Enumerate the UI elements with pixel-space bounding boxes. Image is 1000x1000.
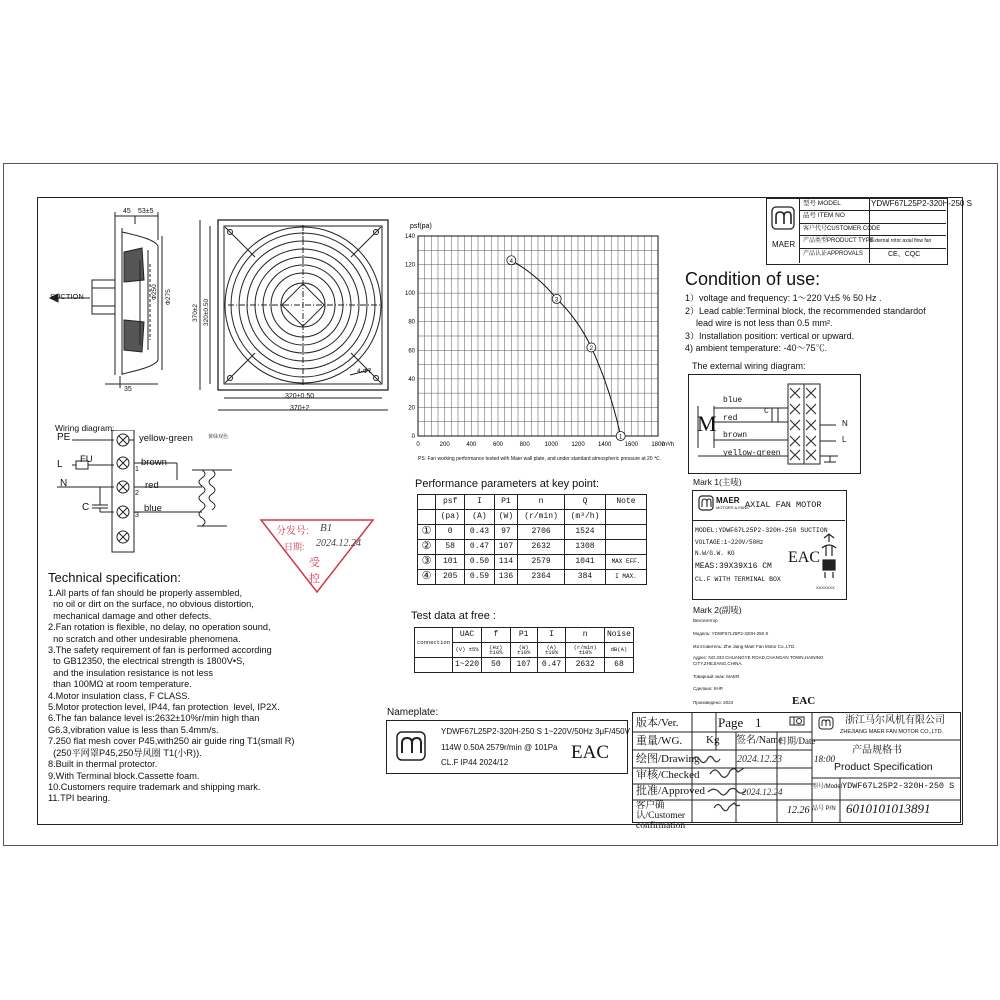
ap-pn-val: 6010101013891 xyxy=(846,801,931,816)
mark1-model: MODEL:YDWF67L25P2-320H-250 SUCTION xyxy=(695,527,828,534)
tech-spec-line: G6.3,vibration value is less than 5.4mm/s. xyxy=(48,724,219,735)
test-header-cell: P1 xyxy=(510,628,537,643)
perf-cell: 1524 xyxy=(564,525,605,540)
condition-line1: 1）voltage and frequency: 1～220 V±5 % 50 Hz . xyxy=(685,293,882,303)
ap-weight-label: 重量/WG. xyxy=(636,735,683,747)
y-tick-label: 120 xyxy=(404,262,415,269)
mark1-nwgw: N.W/G.W. KG xyxy=(695,550,735,557)
table-row xyxy=(418,555,647,570)
company-logo-icon xyxy=(818,716,834,730)
perf-cell: 1308 xyxy=(564,540,605,555)
mark1-voltage: VOLTAGE:1~220V/50Hz xyxy=(695,539,764,546)
perf-header-row xyxy=(418,495,647,510)
mark2-line4: Адрес: NO.333 CHUANGYE ROAD,CHANGAN TOWN,HAINING xyxy=(693,655,824,660)
perf-cell: 107 xyxy=(494,540,518,555)
wire-l: L xyxy=(57,459,63,470)
nameplate-line1: YDWF67L25P2-320H-250 S 1~220V/50Hz 3μF/450V xyxy=(441,727,630,736)
tb-appr-val: CE、CQC xyxy=(888,251,921,258)
ap-kg: Kg xyxy=(706,734,720,746)
perf-cell: 1041 xyxy=(564,555,605,570)
ap-date-label: 日期/Date xyxy=(778,736,816,746)
x-tick-label: 800 xyxy=(519,442,530,448)
ext-blue: blue xyxy=(723,396,743,405)
perf-corner-cell xyxy=(418,510,436,525)
perf-cell xyxy=(605,525,646,540)
perf-unit-cell xyxy=(605,510,646,525)
mark2-title: Mark 2(副唛) xyxy=(693,605,742,615)
test-cell: 68 xyxy=(604,658,633,673)
test-cell: 50 xyxy=(482,658,511,673)
mark2-line7: Сделано: КНР. xyxy=(693,686,724,691)
perf-cell: 58 xyxy=(436,540,465,555)
x-tick-label: 1200 xyxy=(571,442,585,448)
mark1-xxx: XXXXXXX xyxy=(816,585,835,590)
fan-drawing xyxy=(40,200,400,420)
wire-blue: blue xyxy=(144,503,162,514)
perf-cell: 384 xyxy=(564,570,605,585)
perf-corner-cell xyxy=(418,495,436,510)
perf-cell: I MAX. xyxy=(605,570,646,585)
ap-model-val: YDWF67L25P2-320H-250 S xyxy=(842,781,955,791)
curve-point-label: 2 xyxy=(589,345,594,352)
ap-drawing-time: 18:00 xyxy=(814,754,835,764)
ap-drawing-label: 绘图/Drawing xyxy=(636,753,700,765)
curve-point-label: 4 xyxy=(509,258,514,265)
tech-spec-line: mechanical damage and other defects. xyxy=(48,610,212,621)
test-connection-cell: connection xyxy=(415,628,453,658)
wire-num3: 3 xyxy=(135,512,139,519)
test-unit-cell: dB(A) xyxy=(604,643,633,658)
wire-pe: PE xyxy=(57,432,71,443)
perf-cell: 97 xyxy=(494,525,518,540)
tech-spec-line: 8.Built in thermal protector. xyxy=(48,759,158,770)
tech-spec-line: to GB12350, the electrical strength is 1800V•S, xyxy=(48,656,245,667)
perf-cell: 2364 xyxy=(518,570,565,585)
mark1-symbols-icon xyxy=(818,532,840,584)
y-tick-label: 0 xyxy=(411,434,415,440)
tech-spec-line: no oil or dirt on the surface, no obvious distortion, xyxy=(48,599,254,610)
dim-phi250: Ф250 xyxy=(151,284,158,300)
perf-cell: 101 xyxy=(436,555,465,570)
wire-red: red xyxy=(145,480,159,491)
x-tick-label: 600 xyxy=(492,442,504,448)
wire-yg-cn: 黄绿双色 xyxy=(208,434,229,440)
y-tick-label: 60 xyxy=(408,348,415,355)
perf-title: Performance parameters at key point: xyxy=(415,478,600,490)
perf-table xyxy=(417,494,647,585)
perf-header-cell: I xyxy=(465,495,494,510)
test-header-cell: Noise xyxy=(604,628,633,643)
tech-title: Technical specification: xyxy=(48,570,181,585)
tb-logo-icon xyxy=(771,206,795,230)
tech-spec-list xyxy=(48,588,338,805)
perf-point-id: ① xyxy=(418,525,436,540)
perf-point-id: ② xyxy=(418,540,436,555)
test-unit-cell: (W) ±10% xyxy=(510,643,537,658)
test-unit-cell: (V) ±5% xyxy=(453,643,482,658)
dim-w320: 320±0.50 xyxy=(285,393,315,400)
y-tick-label: 80 xyxy=(408,319,415,326)
mark2-line6: Товарный знак: MAER. xyxy=(693,674,741,679)
tech-spec-line: (250平网罩P45,250导风圈 T1(小R)). xyxy=(48,747,202,758)
ap-company-cn: 浙江马尔风机有限公司 xyxy=(845,715,945,726)
wire-c: C xyxy=(82,502,90,513)
dim-w370: 370±2 xyxy=(290,405,310,412)
perf-cell: 114 xyxy=(494,555,518,570)
mark1-meas: MEAS:39X39X16 CM xyxy=(695,562,772,571)
wiring-diagram xyxy=(52,430,252,560)
dim-phi275: Ф275 xyxy=(165,289,172,305)
test-header-cell: I xyxy=(537,628,566,643)
test-cell: 2632 xyxy=(566,658,605,673)
test-unit-cell: (A) ±10% xyxy=(537,643,566,658)
test-unit-cell: (r/min) ±10% xyxy=(566,643,605,658)
x-tick-label: 1000 xyxy=(544,442,559,448)
condition-title: Condition of use: xyxy=(685,269,821,289)
tech-spec-line: 5.Motor protection level, IP44, fan protection level, IP2X. xyxy=(48,702,280,713)
stamp-line1: 分发号: xyxy=(276,526,309,537)
test-title: Test data at free : xyxy=(411,610,496,622)
stamp-num: B1 xyxy=(320,522,333,534)
fan-front-view xyxy=(200,220,388,410)
mark2-line1: Вентилятор xyxy=(693,618,718,623)
mark1-title: Mark 1(主唛) xyxy=(693,477,742,487)
tb-logo-text: MAER xyxy=(772,240,796,249)
mark1-eac: EAC xyxy=(788,549,820,566)
perf-unit-cell: (A) xyxy=(465,510,494,525)
performance-curve xyxy=(511,260,620,436)
ap-checked-label: 审核/Checked xyxy=(636,769,700,781)
ap-page-label: Page xyxy=(718,715,744,730)
ap-ver-label: 版本/Ver. xyxy=(636,717,679,729)
tech-spec-line: 9.With Terminal block.Cassette foam. xyxy=(48,770,200,781)
tech-spec-line: 3.The safety requirement of fan is performed according xyxy=(48,645,272,656)
ext-l: L xyxy=(842,435,847,444)
perf-unit-row xyxy=(418,510,647,525)
tech-spec-line: and the insulation resistance is not less xyxy=(48,667,213,678)
test-cell: 107 xyxy=(510,658,537,673)
ap-cust-label: 客户确认/Customer confirmation xyxy=(636,801,686,831)
perf-unit-cell: (pa) xyxy=(436,510,465,525)
wire-brown: brown xyxy=(141,457,167,468)
y-tick-label: 40 xyxy=(408,376,415,383)
mark1-brand-sub: MOTORS & FANS xyxy=(716,505,749,510)
tech-spec-line: 7.250 flat mesh cover P45,with250 air guide ring T1(small R) xyxy=(48,736,295,747)
test-unit-cell: (Hz) ±10% xyxy=(482,643,511,658)
tech-spec-line: 6.The fan balance level is:2632±10%r/min high than xyxy=(48,713,260,724)
test-header-row xyxy=(415,628,634,643)
test-empty-cell xyxy=(415,658,453,673)
perf-header-cell: Note xyxy=(605,495,646,510)
stamp-accept: 受 xyxy=(309,557,320,569)
ext-m: M xyxy=(697,411,717,436)
ap-model-label: 型号/Model xyxy=(812,784,843,790)
tb-type-val: External rotor axial flow fan xyxy=(871,238,932,244)
stamp-line2: 日期: xyxy=(284,542,305,552)
mark2-eac: EAC xyxy=(792,695,816,707)
dim-top-b: 53±5 xyxy=(138,208,154,215)
condition-line5: 4) ambient temperature: -40～75℃. xyxy=(685,343,828,353)
dim-top-a: 45 xyxy=(123,208,131,215)
perf-point-id: ④ xyxy=(418,570,436,585)
ap-approved-label: 批准/Approved xyxy=(636,785,706,797)
table-row xyxy=(418,570,647,585)
perf-header-cell: psf xyxy=(436,495,465,510)
nameplate-title: Nameplate: xyxy=(387,707,439,718)
perf-header-cell: P1 xyxy=(494,495,518,510)
perf-cell: 0.50 xyxy=(465,555,494,570)
perf-header-cell: n xyxy=(518,495,565,510)
y-tick-label: 100 xyxy=(404,291,415,298)
x-axis-label: m³/h xyxy=(662,442,674,448)
stamp-control: 控 xyxy=(309,573,320,585)
tech-spec-line: no scratch and other undesirable phenomena. xyxy=(48,633,241,644)
dim-h320: 320±0.50 xyxy=(203,298,210,326)
mark1-clf: CL.F WITH TERMINAL BOX xyxy=(695,576,781,583)
perf-unit-cell: (W) xyxy=(494,510,518,525)
nameplate-line3: CL.F IP44 2024/12 xyxy=(441,758,509,767)
test-header-cell: UAC xyxy=(453,628,482,643)
wire-num2: 2 xyxy=(135,490,139,497)
perf-cell: 2706 xyxy=(518,525,565,540)
tb-type-label: 产品类型PRODUCT TYPE xyxy=(803,238,874,244)
curve-point-label: 1 xyxy=(618,434,623,441)
y-tick-label: 140 xyxy=(404,234,415,240)
signatures xyxy=(690,752,800,822)
wire-num1: 1 xyxy=(135,466,139,473)
x-tick-label: 0 xyxy=(416,442,420,448)
table-row xyxy=(418,540,647,555)
test-header-cell: f xyxy=(482,628,511,643)
tech-spec-line: 2.Fan rotation is flexible, no delay, no operation sound, xyxy=(48,622,271,633)
tb-model-label: 型号 MODEL xyxy=(803,200,841,207)
ap-company-en: ZHEJIANG MAER FAN MOTOR CO.,LTD. xyxy=(840,729,944,735)
perf-unit-cell: (r/min) xyxy=(518,510,565,525)
mark2-line2: Модель: YDWF67L25P2-320H-250 S xyxy=(693,631,769,636)
nameplate-line2: 114W 0.50A 2579r/min @ 101Pa xyxy=(441,743,558,752)
table-row xyxy=(418,525,647,540)
suction-label: SUCTION xyxy=(50,292,84,301)
test-table xyxy=(414,627,634,673)
curve-point-label: 3 xyxy=(554,297,559,304)
stamp-date: 2024.12.24 xyxy=(316,538,361,549)
ext-c: C xyxy=(764,407,769,416)
condition-line4: 3）Installation position: vertical or upward. xyxy=(685,331,855,341)
ap-pn-label: 品号 P/N xyxy=(812,806,836,812)
perf-cell: 136 xyxy=(494,570,518,585)
y-tick-label: 20 xyxy=(408,405,415,412)
ext-red: red xyxy=(723,414,738,423)
dim-h370: 370±2 xyxy=(192,303,199,322)
perf-cell: 0 xyxy=(436,525,465,540)
tb-item-label: 品号 ITEM NO xyxy=(803,212,845,219)
tech-spec-line: than 100MΩ at room temperature. xyxy=(48,679,192,690)
mark1-brand: MAER xyxy=(716,496,740,505)
x-tick-label: 1600 xyxy=(624,442,639,448)
perf-cell: 2579 xyxy=(518,555,565,570)
perf-cell xyxy=(605,540,646,555)
condition-line2: 2）Lead cable:Terminal block, the recommended standardof xyxy=(685,306,926,316)
perf-cell: 205 xyxy=(436,570,465,585)
test-cell: 1~220 xyxy=(453,658,482,673)
ap-cust-date: 12.26 xyxy=(787,805,810,816)
perf-cell: 0.59 xyxy=(465,570,494,585)
chart-note: PS: Fan working performance tested with Maer wall plate, and under standard atmospheric pressure at 20 ℃. xyxy=(418,456,661,462)
nameplate-eac: EAC xyxy=(571,742,609,763)
ext-yg: yellow-green xyxy=(723,449,781,458)
perf-unit-cell: (m³/h) xyxy=(564,510,605,525)
ext-n: N xyxy=(842,419,848,428)
ap-spec-en: Product Specification xyxy=(834,761,933,773)
tb-cust-label: 客户代号CUSTOMER CODE xyxy=(803,226,881,232)
mark2-line8: Произведено: 2024 xyxy=(693,700,734,705)
perf-cell: 0.47 xyxy=(465,540,494,555)
ap-page-val: 1 xyxy=(755,715,762,730)
wire-yg: yellow-green xyxy=(139,433,193,444)
x-tick-label: 400 xyxy=(466,442,477,448)
ap-drawing-date: 2024.12.23 xyxy=(737,754,782,765)
x-tick-label: 1400 xyxy=(597,442,612,448)
ap-signname: 签名/Name xyxy=(736,735,783,746)
wiring-title: Wiring diagram: xyxy=(55,423,115,433)
mark2-line3: Изготовитель: Zhe Jiang Maer Fan Motor Co.,LTD. xyxy=(693,644,796,649)
tech-spec-line: 1.All parts of fan should be properly assembled, xyxy=(48,588,243,598)
mark2-line5: CITY,ZHEJIANG,CHINA. xyxy=(693,661,743,666)
tech-spec-line: 11.TPI bearing. xyxy=(48,793,111,804)
test-cell: 0.47 xyxy=(537,658,566,673)
test-header-cell: n xyxy=(566,628,605,643)
ext-brown: brown xyxy=(723,431,748,440)
condition-line3: lead wire is not less than 0.5 mm². xyxy=(696,318,833,328)
y-axis-label: psf(pa) xyxy=(410,223,432,230)
x-tick-label: 200 xyxy=(439,442,450,448)
dim-35: 35 xyxy=(124,386,132,393)
ap-spec-cn: 产品规格书 xyxy=(852,745,902,756)
perf-cell: MAX EFF. xyxy=(605,555,646,570)
x-tick-label: 1800 xyxy=(651,442,665,448)
wire-n: N xyxy=(60,478,68,489)
perf-cell: 2632 xyxy=(518,540,565,555)
wire-fu: FU xyxy=(80,454,93,465)
tb-appr-label: 产品认证APPROVALS xyxy=(803,251,863,257)
tech-spec-line: 4.Motor insulation class, F CLASS. xyxy=(48,690,190,701)
perf-point-id: ③ xyxy=(418,555,436,570)
perf-cell: 0.43 xyxy=(465,525,494,540)
perf-header-cell: Q xyxy=(564,495,605,510)
tech-spec-line: 10.Customers require trademark and shipping mark. xyxy=(48,781,261,792)
ap-approved-date: 2024.12.24 xyxy=(742,787,783,797)
tb-model-val: YDWF67L25P2-320H-250 S xyxy=(871,199,972,208)
table-row xyxy=(415,658,634,673)
extwiring-title: The external wiring diagram: xyxy=(692,361,806,371)
performance-chart xyxy=(398,216,678,466)
mark1-logo-icon xyxy=(698,495,714,511)
dim-hole: 4-Ф7 xyxy=(357,368,372,375)
nameplate-logo-icon xyxy=(396,731,426,761)
mark1-product: AXIAL FAN MOTOR xyxy=(745,500,822,510)
